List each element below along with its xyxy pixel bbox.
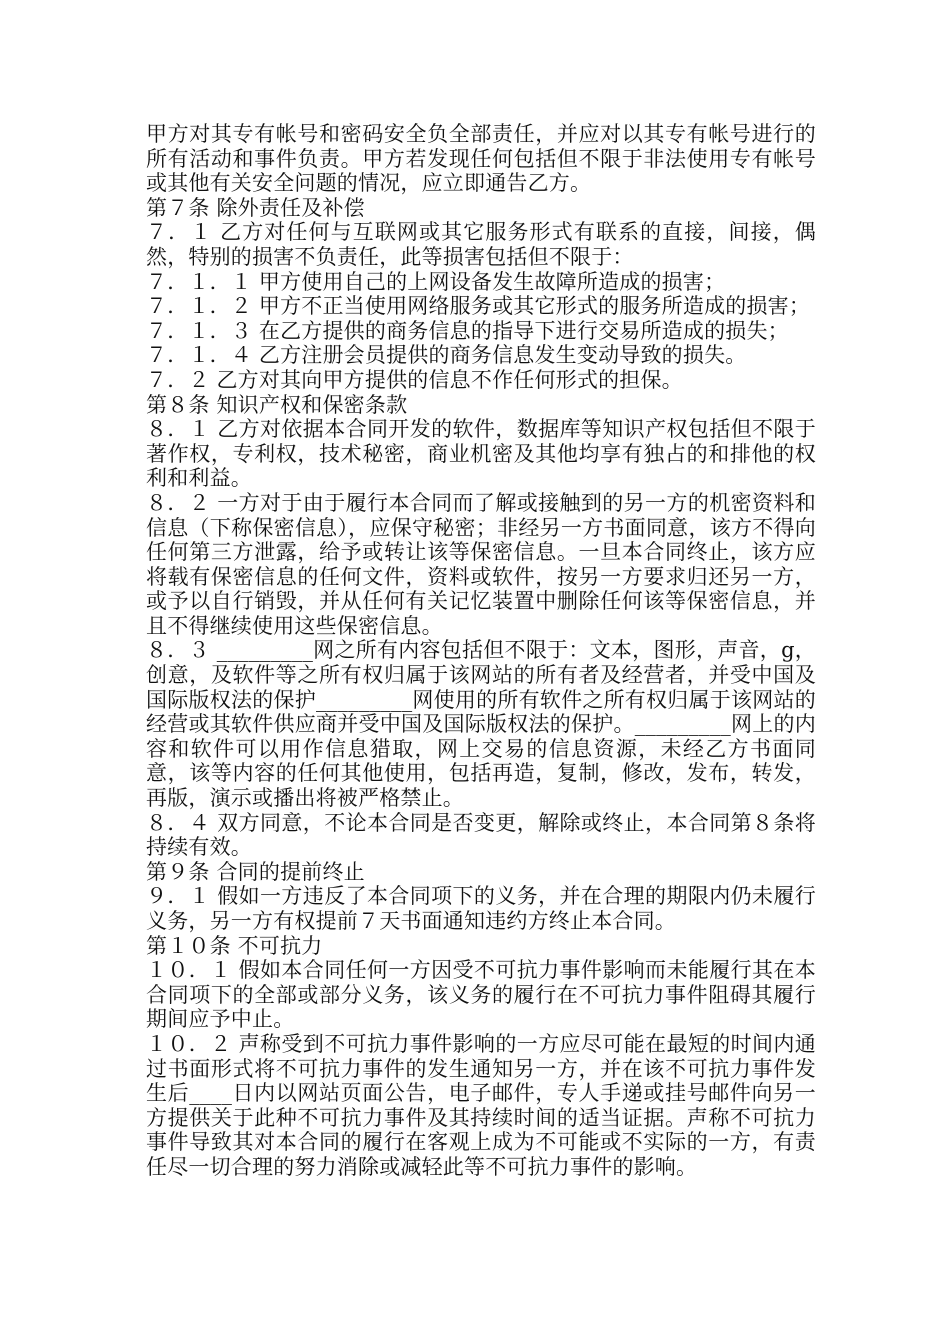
clause-10-2: １０．２ 声称受到不可抗力事件影响的一方应尽可能在最短的时间内通过书面形式将不可抗力事件的发生通知另一方，并在该不可抗力事件发生后____日内以网站页面公告，电子邮件，专人手递或挂号邮件向另一方提供关于此种不可抗力事件及其持续时间的适当证据。声称不可抗力事件导致其对本合同的履行在客观上成为不可能或不实际的一方，有责任尽一切合理的努力消除或减轻此等不可抗力事件的影响。 [146,1031,816,1179]
clause-8-3: ８．３ _________网之所有内容包括但不限于：文本，图形，声音，g，创意，及软件等之所有权归属于该网站的所有者及经营者，并受中国及国际版权法的保护_________网使用的所有软件之所有权归属于该网站的经营或其软件供应商并受中国及国际版权法的保护。_________网上的内容和软件可以用作信息猎取，网上交易的信息资源，未经乙方书面同意，该等内容的任何其他使用，包括再造，复制，修改，发布，转发，再版，演示或播出将被严格禁止。 [146,638,816,811]
clause-7-1: ７．１ 乙方对任何与互联网或其它服务形式有联系的直接，间接，偶然，特别的损害不负责任，此等损害包括但不限于： [146,220,816,269]
clause-9-1: ９．１ 假如一方违反了本合同项下的义务，并在合理的期限内仍未履行义务，另一方有权提前７天书面通知违约方终止本合同。 [146,884,816,933]
clause-8-2: ８．２ 一方对于由于履行本合同而了解或接触到的另一方的机密资料和信息（下称保密信息），应保守秘密；非经另一方书面同意，该方不得向任何第三方泄露，给予或转让该等保密信息。一旦本合同终止，该方应将载有保密信息的任何文件，资料或软件，按另一方要求归还另一方，或予以自行销毁，并从任何有关记忆装置中删除任何该等保密信息，并且不得继续使用这些保密信息。 [146,490,816,638]
clause-10-1: １０．１ 假如本合同任何一方因受不可抗力事件影响而未能履行其在本合同项下的全部或部分义务，该义务的履行在不可抗力事件阻碍其履行期间应予中止。 [146,958,816,1032]
paragraph-account-responsibility: 甲方对其专有帐号和密码安全负全部责任，并应对以其专有帐号进行的所有活动和事件负责。甲方若发现任何包括但不限于非法使用专有帐号或其他有关安全问题的情况，应立即通告乙方。 [146,122,816,196]
heading-article-9: 第９条 合同的提前终止 [146,859,365,884]
clause-7-1-1: ７．１．１ 甲方使用自己的上网设备发生故障所造成的损害； [146,269,726,294]
heading-article-8: 第８条 知识产权和保密条款 [146,392,408,417]
heading-article-7: 第７条 除外责任及补偿 [146,195,365,220]
clause-7-1-3: ７．１．３ 在乙方提供的商务信息的指导下进行交易所造成的损失； [146,318,789,343]
heading-article-10: 第１０条 不可抗力 [146,933,323,958]
clause-7-2: ７．２ 乙方对其向甲方提供的信息不作任何形式的担保。 [146,367,683,392]
clause-7-1-2: ７．１．２ 甲方不正当使用网络服务或其它形式的服务所造成的损害； [146,294,811,319]
clause-8-1: ８．１ 乙方对依据本合同开发的软件，数据库等知识产权包括但不限于著作权，专利权，技术秘密，商业机密及其他均享有独占的和排他的权利和利益。 [146,417,816,491]
clause-8-4: ８．４ 双方同意，不论本合同是否变更，解除或终止，本合同第８条将持续有效。 [146,810,816,860]
document-body [146,122,816,1180]
clause-7-1-4: ７．１．４ 乙方注册会员提供的商务信息发生变动导致的损失。 [146,343,747,368]
